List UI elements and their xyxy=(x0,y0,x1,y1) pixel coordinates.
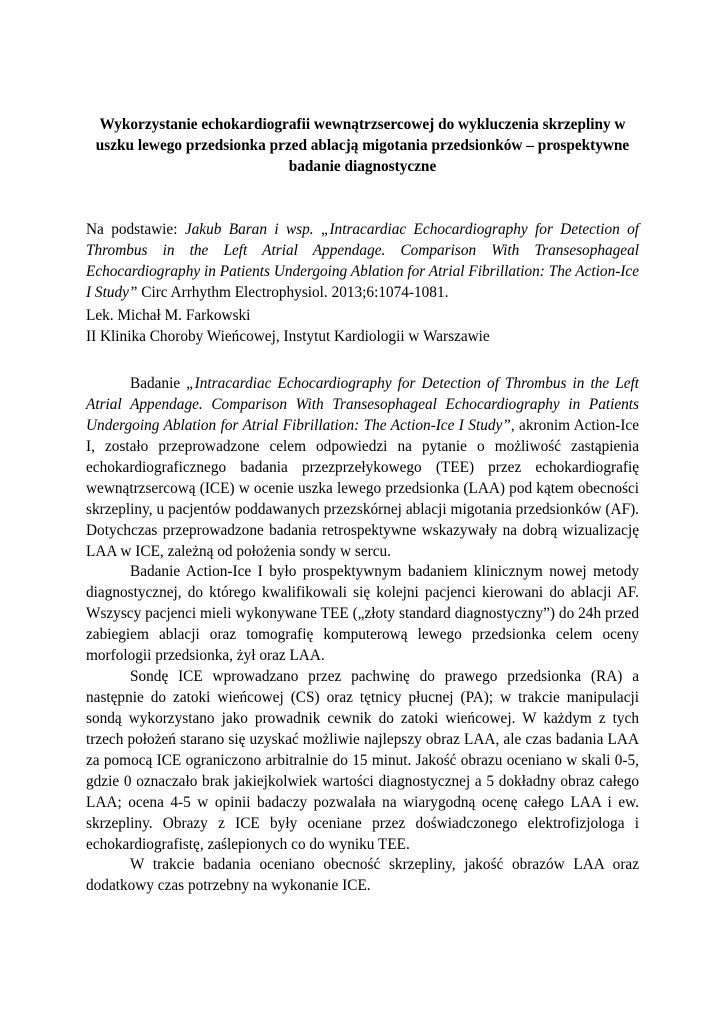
source-article-title: „Intracardiac Echocardiography for Detection of Thrombus in the Left Atrial Appendage. Comparison With Transesophageal Echocardiography in Patients Undergoing Ablation for Atrial Fibrillation: The Action-Ice I Study” xyxy=(86,221,639,301)
source-citation: Circ Arrhythm Electrophysiol. 2013;6:1074-1081. xyxy=(137,284,449,301)
author-affiliation: II Klinika Choroby Wieńcowej, Instytut Kardiologii w Warszawie xyxy=(86,328,490,345)
author-name: Lek. Michał M. Farkowski xyxy=(86,307,251,324)
paragraph-1-study-title: „Intracardiac Echocardiography for Detection of Thrombus in the Left Atrial Appendage. Comparison With Transesophageal Echocardiography in Patients Undergoing Ablation for Atrial Fibrillation: The Action-Ice I Study” xyxy=(86,375,639,434)
author-block xyxy=(86,305,639,347)
source-prefix: Na podstawie: xyxy=(86,221,185,238)
paragraph-3: Sondę ICE wprowadzano przez pachwinę do prawego przedsionka (RA) a następnie do zatoki wieńcowej (CS) oraz tętnicy płucnej (PA); w trakcie manipulacji sondą wykorzystano jako prowadnik cewnik do zatoki wieńcowej. W każdym z tych trzech położeń starano się uzyskać możliwie najlepszy obraz LAA, ale czas badania LAA za pomocą ICE ograniczono arbitralnie do 15 minut. Jakość obrazu oceniano w skali 0-5, gdzie 0 oznaczało brak jakiejkolwiek wartości diagnostycznej a 5 dokładny obraz całego LAA; ocena 4-5 w opinii badaczy pozwalała na wiarygodną ocenę całego LAA i ew. skrzepliny. Obrazy z ICE były oceniane przez doświadczonego elektrofizjologa i echokardiografistę, zaślepionych co do wyniku TEE. xyxy=(86,668,639,853)
paragraph-2: Badanie Action-Ice I było prospektywnym badaniem klinicznym nowej metody diagnostycznej, do którego kwalifikowali się kolejni pacjenci kierowani do ablacji AF. Wszyscy pacjenci mieli wykonywane TEE („złoty standard diagnostyczny”) do 24h przed zabiegiem ablacji oraz tomografię komputerową lewego przedsionka celem oceny morfologii przedsionka, żył oraz LAA. xyxy=(86,563,639,664)
paragraph-1 xyxy=(86,373,639,562)
paragraph-1-rest: , akronim Action-Ice I, zostało przeprowadzone celem odpowiedzi na pytanie o możliwość zastąpienia echokardiograficznego badania przezprzełykowego (TEE) przez echokardiografię wewnątrzsercową (ICE) w ocenie uszka lewego przedsionka (LAA) pod kątem obecności skrzepliny, u pacjentów poddawanych przezskórnej ablacji migotania przedsionków (AF). Dotychczas przeprowadzone badania retrospektywne wskazywały na dobrą wizualizację LAA w ICE, zależną od położenia sondy w sercu. xyxy=(86,417,639,560)
source-authors: Jakub Baran i wsp. xyxy=(184,221,314,238)
source-reference xyxy=(86,219,639,303)
document-title: Wykorzystanie echokardiografii wewnątrzsercowej do wykluczenia skrzepliny w uszku lewego przedsionka przed ablacją migotania przedsionków – prospektywne badanie diagnostyczne xyxy=(95,116,630,175)
paragraph-1-start: Badanie xyxy=(130,375,187,392)
paragraph-4: W trakcie badania oceniano obecność skrzepliny, jakość obrazów LAA oraz dodatkowy czas potrzebny na wykonanie ICE. xyxy=(86,856,639,894)
